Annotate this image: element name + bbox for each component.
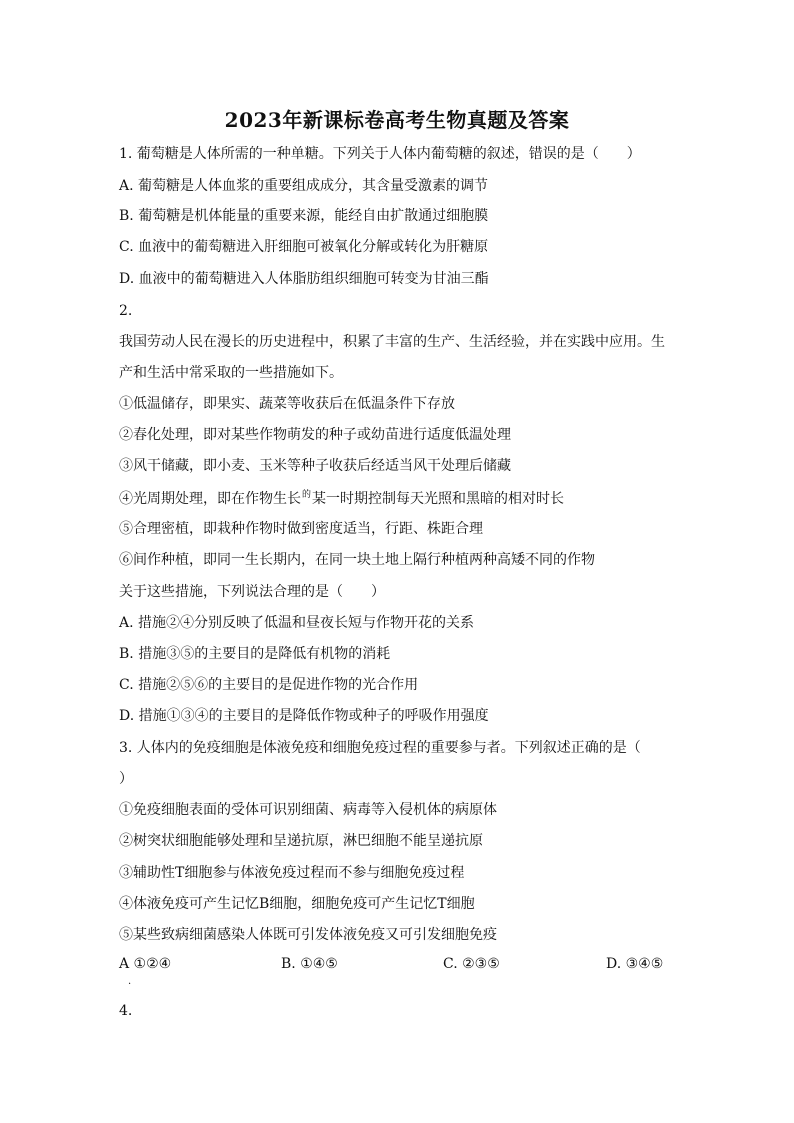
q2-measure-4-before: ④光周期处理，即在作物生长	[119, 491, 301, 507]
q3-statement-3: ③辅助性T细胞参与体液免疫过程而不参与细胞免疫过程	[119, 865, 465, 881]
q2-option-d: D. 措施①③④的主要目的是降低作物或种子的呼吸作用强度	[119, 708, 489, 724]
q3-statement-5: ⑤某些致病细菌感染人体既可引发体液免疫又可引发细胞免疫	[119, 927, 497, 943]
q2-measure-3: ③风干储藏，即小麦、玉米等种子收获后经适当风干处理后储藏	[119, 458, 511, 474]
q2-measure-1: ①低温储存，即果实、蔬菜等收获后在低温条件下存放	[119, 396, 455, 412]
q2-option-c: C. 措施②⑤⑥的主要目的是促进作物的光合作用	[119, 677, 419, 693]
q1-option-a: A. 葡萄糖是人体血浆的重要组成成分，其含量受激素的调节	[119, 178, 489, 194]
q4-number: 4.	[119, 1003, 133, 1019]
q3-options-row	[119, 956, 679, 974]
q2-measure-5: ⑤合理密植，即栽种作物时做到密度适当，行距、株距合理	[119, 521, 483, 537]
q2-question: 关于这些措施，下列说法合理的是（ ）	[119, 584, 385, 600]
q1-stem: 1. 葡萄糖是人体所需的一种单糖。下列关于人体内葡萄糖的叙述，错误的是（ ）	[119, 146, 641, 162]
q3-option-b: B. ①④⑤	[281, 956, 338, 972]
q3-statement-2: ②树突状细胞能够处理和呈递抗原，淋巴细胞不能呈递抗原	[119, 833, 483, 849]
q2-measure-4-superscript: 的	[302, 490, 312, 500]
q2-option-a: A. 措施②④分别反映了低温和昼夜长短与作物开花的关系	[119, 615, 475, 631]
q2-measure-6: ⑥间作种植，即同一生长期内，在同一块土地上隔行种植两种高矮不同的作物	[119, 552, 595, 568]
q3-stem-line-2: ）	[119, 771, 133, 787]
q1-option-c: C. 血液中的葡萄糖进入肝细胞可被氧化分解或转化为肝糖原	[119, 239, 489, 255]
q3-option-d: D. ③④⑤	[606, 956, 664, 972]
option-a-dot: .	[128, 976, 132, 987]
q2-intro-line-2: 产和生活中常采取的一些措施如下。	[119, 365, 343, 381]
q3-statement-4: ④体液免疫可产生记忆B细胞，细胞免疫可产生记忆T细胞	[119, 896, 475, 912]
q2-number: 2.	[119, 303, 133, 319]
q2-measure-4-after: 某一时期控制每天光照和黑暗的相对时长	[312, 491, 565, 507]
q2-measure-4	[119, 490, 564, 510]
q2-measure-2: ②春化处理，即对某些作物萌发的种子或幼苗进行适度低温处理	[119, 427, 511, 443]
q3-option-a: A ①②④	[119, 956, 172, 972]
q3-statement-1: ①免疫细胞表面的受体可识别细菌、病毒等入侵机体的病原体	[119, 802, 497, 818]
q3-option-c: C. ②③⑤	[443, 956, 500, 972]
q2-intro-line-1: 我国劳动人民在漫长的历史进程中，积累了丰富的生产、生活经验，并在实践中应用。生	[119, 334, 665, 350]
q1-option-b: B. 葡萄糖是机体能量的重要来源，能经自由扩散通过细胞膜	[119, 208, 489, 224]
page-title: 2023年新课标卷高考生物真题及答案	[224, 108, 570, 132]
q2-option-b: B. 措施③⑤的主要目的是降低有机物的消耗	[119, 646, 391, 662]
q3-stem-line-1: 3. 人体内的免疫细胞是体液免疫和细胞免疫过程的重要参与者。下列叙述正确的是（	[119, 740, 641, 756]
q1-option-d: D. 血液中的葡萄糖进入人体脂肪组织细胞可转变为甘油三酯	[119, 271, 489, 287]
